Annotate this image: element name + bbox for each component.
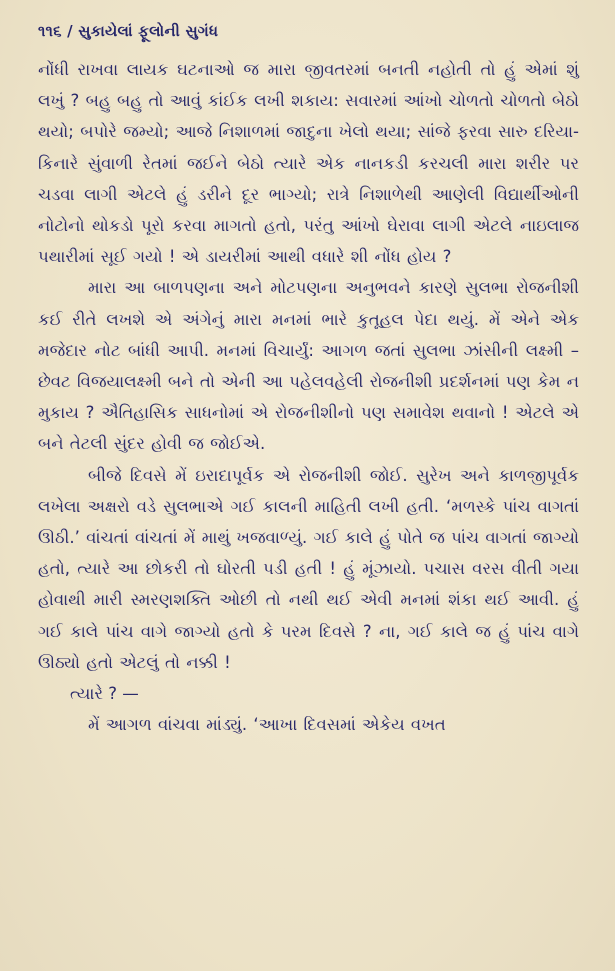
- paragraph-1: નોંધી રાખવા લાયક ઘટનાઓ જ મારા જીવતરમાં બનતી નહોતી તો હું એમાં શું લખું ? બહુ બહુ તો આવું કાંઈક લખી શકાય: સવારમાં આંખો ચોળતો ચોળતો બેઠો થયો; બપોરે જમ્યો; આજે નિશાળમાં જાદુના ખેલો થયા; સાંજે ફરવા સારુ દરિયા-કિનારે સુંવાળી રેતમાં જઈને બેઠો ત્યારે એક નાનકડી કરચલી મારા શરીર પર ચડવા લાગી એટલે હું ડરીને દૂર ભાગ્યો; રાત્રે નિશાળેથી આણેલી વિદ્યાર્થીઓની નોટોનો થોકડો પૂરો કરવા માગતો હતો, પરંતુ આંખો ઘેરાવા લાગી એટલે નાઇલાજ પથારીમાં સૂઈ ગયો ! એ ડાયરીમાં આથી વધારે શી નોંધ હોય ?: [38, 60, 579, 267]
- running-header: ૧૧૬ / સુકાયેલાં ફૂલોની સુગંધ: [38, 22, 219, 40]
- short-question-line: ત્યારે ? —: [70, 684, 139, 704]
- paragraph-3: બીજે દિવસે મેં ઇરાદાપૂર્વક એ રોજનીશી જોઈ. સુરેખ અને કાળજીપૂર્વક લખેલા અક્ષરો વડે સુલભાએ ગઈ કાલની માહિતી લખી હતી. ‘મળસ્કે પાંચ વાગતાં ઊઠી.’ વાંચતાં વાંચતાં મેં માથું ખજવાળ્યું. ગઈ કાલે હું પોતે જ પાંચ વાગતાં જાગ્યો હતો, ત્યારે આ છોકરી તો ઘોરતી પડી હતી ! હું મૂંઝાયો. પચાસ વરસ વીતી ગયા હોવાથી મારી સ્મરણશક્તિ ઓછી તો નથી થઈ એવી મનમાં શંકા થઈ આવી. હું ગઈ કાલે પાંચ વાગે જાગ્યો હતો કે પરમ દિવસે ? ના, ગઈ કાલે જ હું પાંચ વાગે ઊઠ્યો હતો એટલું તો નક્કી !: [38, 465, 579, 672]
- last-line: મેં આગળ વાંચવા માંડ્યું. ‘આખા દિવસમાં એકેય વખત: [88, 715, 446, 735]
- paragraph-2: મારા આ બાળપણના અને મોટપણના અનુભવને કારણે સુલભા રોજનીશી કઈ રીતે લખશે એ અંગેનું મારા મનમાં ભારે કુતૂહલ પેદા થયું. મેં એને એક મજેદાર નોટ બાંધી આપી. મનમાં વિચાર્યું: આગળ જતાં સુલભા ઝાંસીની લક્ષ્મી – છેવટ વિજયાલક્ષ્મી બને તો એની આ પહેલવહેલી રોજનીશી પ્રદર્શનમાં પણ કેમ ન મુકાય ? ઐતિહાસિક સાધનોમાં એ રોજનીશીનો પણ સમાવેશ થવાનો ! એટલે એ બને તેટલી સુંદર હોવી જ જોઈએ.: [38, 278, 579, 454]
